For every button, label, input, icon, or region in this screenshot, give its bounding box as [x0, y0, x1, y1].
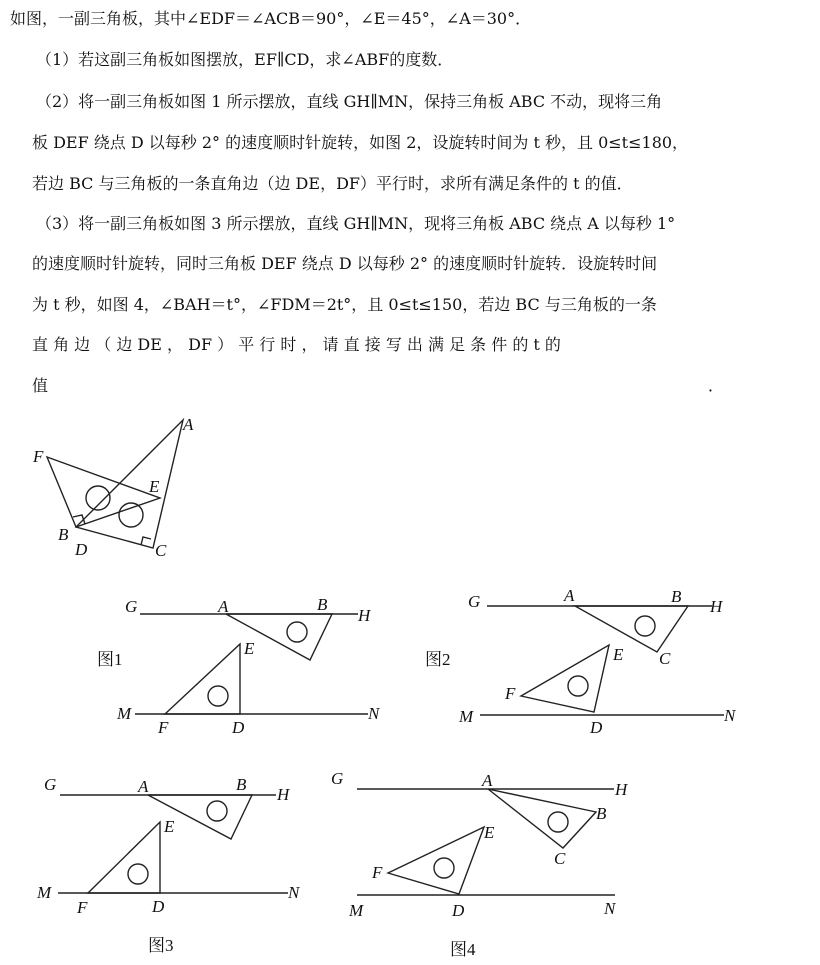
- fig2-label-g: G: [468, 592, 481, 611]
- fig2-label-m: M: [459, 707, 474, 726]
- problem-part2-line3: 若边 BC 与三角板的一条直角边（边 DE，DF）平行时，求所有满足条件的 t 的值．: [32, 174, 633, 193]
- problem-part2-line1: （2）将一副三角板如图 1 所示摆放，直线 GH∥MN，保持三角板 ABC 不动，现将三角: [36, 92, 663, 111]
- fig1-label-n: N: [368, 704, 380, 723]
- fig1-label-a: A: [218, 597, 229, 616]
- fig3-label-m: M: [37, 883, 52, 902]
- problem-part3-line1: （3）将一副三角板如图 3 所示摆放，直线 GH∥MN，现将三角板 ABC 绕点 A 以每秒 1°: [36, 214, 676, 233]
- fig2-label-n: N: [724, 706, 736, 725]
- fig0-label-b: B: [58, 525, 69, 544]
- fig4-triangle-def: [388, 827, 484, 894]
- fig4-label-n: N: [604, 899, 616, 918]
- problem-part3-line4: 直 角 边 （ 边 DE ， DF ） 平 行 时 ， 请 直 接 写 出 满 足 条 件 的 t 的: [32, 335, 561, 354]
- fig1-label-f: F: [158, 718, 169, 737]
- problem-part3-line3: 为 t 秒，如图 4，∠BAH＝t°，∠FDM＝2t°，且 0≤t≤150，若边 BC 与三角板的一条: [32, 295, 657, 314]
- fig2-label-e: E: [613, 645, 624, 664]
- fig0-label-e: E: [149, 477, 160, 496]
- fig0-triangle-def: [47, 457, 160, 527]
- fig2-triangle-abc: [575, 606, 688, 652]
- fig4-label-g: G: [331, 769, 344, 788]
- fig1-label-g: G: [125, 597, 138, 616]
- fig0-hole-1: [86, 486, 110, 510]
- fig4-label-m: M: [349, 901, 364, 920]
- problem-period: ．: [708, 376, 725, 395]
- fig2-label-c: C: [659, 649, 671, 668]
- fig1-label-h: H: [358, 606, 371, 625]
- fig3-label-h: H: [277, 785, 290, 804]
- fig2-label-a: A: [564, 586, 575, 605]
- fig1-caption: 图1: [97, 650, 123, 669]
- fig4-label-e: E: [484, 823, 495, 842]
- fig3-triangle-def: [88, 822, 160, 893]
- fig1-triangle-def: [165, 644, 240, 714]
- fig0-label-f: F: [33, 447, 44, 466]
- fig2-label-d: D: [590, 718, 603, 737]
- problem-intro: 如图，一副三角板，其中∠EDF＝∠ACB＝90°，∠E＝45°，∠A＝30°．: [10, 9, 532, 28]
- fig3-label-d: D: [152, 897, 165, 916]
- fig1-label-b: B: [317, 595, 328, 614]
- fig0-label-d: D: [75, 540, 88, 559]
- fig2-label-b: B: [671, 587, 682, 606]
- fig4-label-a: A: [482, 771, 493, 790]
- fig2-caption: 图2: [425, 650, 451, 669]
- fig3-triangle-abc: [148, 795, 252, 839]
- fig4-label-d: D: [452, 901, 465, 920]
- fig3-label-f: F: [77, 898, 88, 917]
- fig3-caption: 图3: [148, 936, 174, 955]
- fig4-label-c: C: [554, 849, 566, 868]
- fig0-label-a: A: [183, 415, 194, 434]
- fig3-label-a: A: [138, 777, 149, 796]
- problem-part3-line2: 的速度顺时针旋转，同时三角板 DEF 绕点 D 以每秒 2° 的速度顺时针旋转．设旋转时间: [32, 254, 658, 273]
- fig0-triangle-abc: [76, 420, 183, 548]
- problem-part2-line2: 板 DEF 绕点 D 以每秒 2° 的速度顺时针旋转，如图 2，设旋转时间为 t 秒，且 0≤t≤180，: [32, 133, 689, 152]
- fig4-caption: 图4: [450, 940, 476, 959]
- fig4-label-b: B: [596, 804, 607, 823]
- fig3-label-e: E: [164, 817, 175, 836]
- fig0-hole-2: [119, 503, 143, 527]
- fig2-triangle-def: [521, 645, 609, 712]
- problem-part3-line5: 值: [32, 376, 49, 395]
- fig3-label-b: B: [236, 775, 247, 794]
- fig0-label-c: C: [155, 541, 167, 560]
- fig3-label-g: G: [44, 775, 57, 794]
- fig1-triangle-abc: [226, 614, 332, 660]
- fig4-label-f: F: [372, 863, 383, 882]
- fig4-triangle-abc: [488, 789, 596, 848]
- fig2-label-h: H: [710, 597, 723, 616]
- fig1-label-d: D: [232, 718, 245, 737]
- fig1-label-m: M: [117, 704, 132, 723]
- problem-part1: （1）若这副三角板如图摆放，EF∥CD，求∠ABF的度数．: [36, 50, 454, 69]
- fig3-label-n: N: [288, 883, 300, 902]
- fig4-label-h: H: [615, 780, 628, 799]
- fig2-label-f: F: [505, 684, 516, 703]
- fig1-label-e: E: [244, 639, 255, 658]
